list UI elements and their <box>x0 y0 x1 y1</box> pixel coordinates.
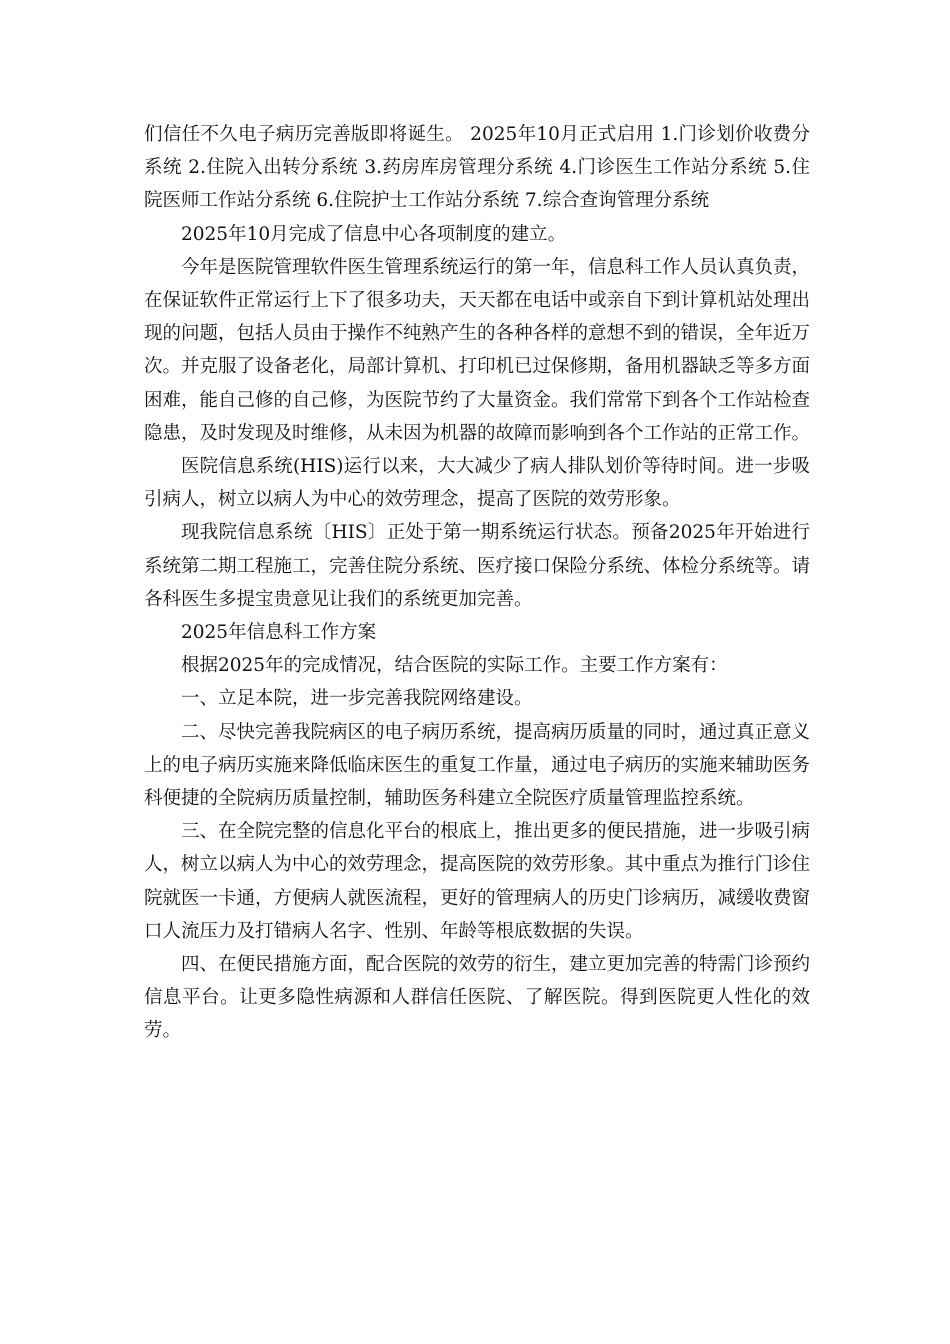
section-heading-work-plan: 2025年信息科工作方案 <box>181 622 377 644</box>
paragraph-plan-intro: 根据2025年的完成情况，结合医院的实际工作。主要工作方案有： <box>181 655 728 677</box>
paragraph-info-center-rules: 2025年10月完成了信息中心各项制度的建立。 <box>181 223 567 245</box>
paragraph-his-benefits: 医院信息系统(HIS)运行以来，大大减少了病人排队划价等待时间。进一步吸引病人，树立以病人为中心的效劳理念，提高了医院的效劳形象。 <box>144 456 810 511</box>
plan-item-two: 二、尽快完善我院病区的电子病历系统，提高病历质量的同时，通过真正意义上的电子病历实施来降低临床医生的重复工作量，通过电子病历的实施来辅助医务科便捷的全院病历质量控制，辅助医务科建立全院医疗质量管理监控系统。 <box>144 721 811 810</box>
paragraph-his-phase-two: 现我院信息系统〔HIS〕正处于第一期系统运行状态。预备2025年开始进行系统第二期工程施工，完善住院分系统、医疗接口保险分系统、体检分系统等。请各科医生多提宝贵意见让我们的系统更加完善。 <box>144 522 811 610</box>
plan-item-four: 四、在便民措施方面，配合医院的效劳的衍生，建立更加完善的特需门诊预约信息平台。让更多隐性病源和人群信任医院、了解医院。得到医院更人性化的效劳。 <box>144 954 811 1042</box>
plan-item-three: 三、在全院完整的信息化平台的根底上，推出更多的便民措施，进一步吸引病人，树立以病人为中心的效劳理念，提高医院的效劳形象。其中重点为推行门诊住院就医一卡通，方便病人就医流程，更好的管理病人的历史门诊病历，减缓收费窗口人流压力及打错病人名字、性别、年龄等根底数据的失误。 <box>144 821 811 942</box>
paragraph-system-list: 们信任不久电子病历完善版即将诞生。 2025年10月正式启用 1.门诊划价收费分系统 2.住院入出转分系统 3.药房库房管理分系统 4.门诊医生工作站分系统 5.住院医师工作站分系统 6.住院护士工作站分系统 7.综合查询管理分系统 <box>144 124 810 212</box>
document-body <box>144 118 810 1048</box>
paragraph-first-year-summary: 今年是医院管理软件医生管理系统运行的第一年，信息科工作人员认真负责，在保证软件正常运行上下了很多功夫，天天都在电话中或亲自下到计算机站处理出现的问题，包括人员由于操作不纯熟产生的各种各样的意想不到的错误，全年近万次。并克服了设备老化，局部计算机、打印机已过保修期，备用机器缺乏等多方面困难，能自己修的自己修，为医院节约了大量资金。我们常常下到各个工作站检查隐患，及时发现及时维修，从未因为机器的故障而影响到各个工作站的正常工作。 <box>144 256 811 444</box>
plan-item-one: 一、立足本院，进一步完善我院网络建设。 <box>181 688 533 710</box>
